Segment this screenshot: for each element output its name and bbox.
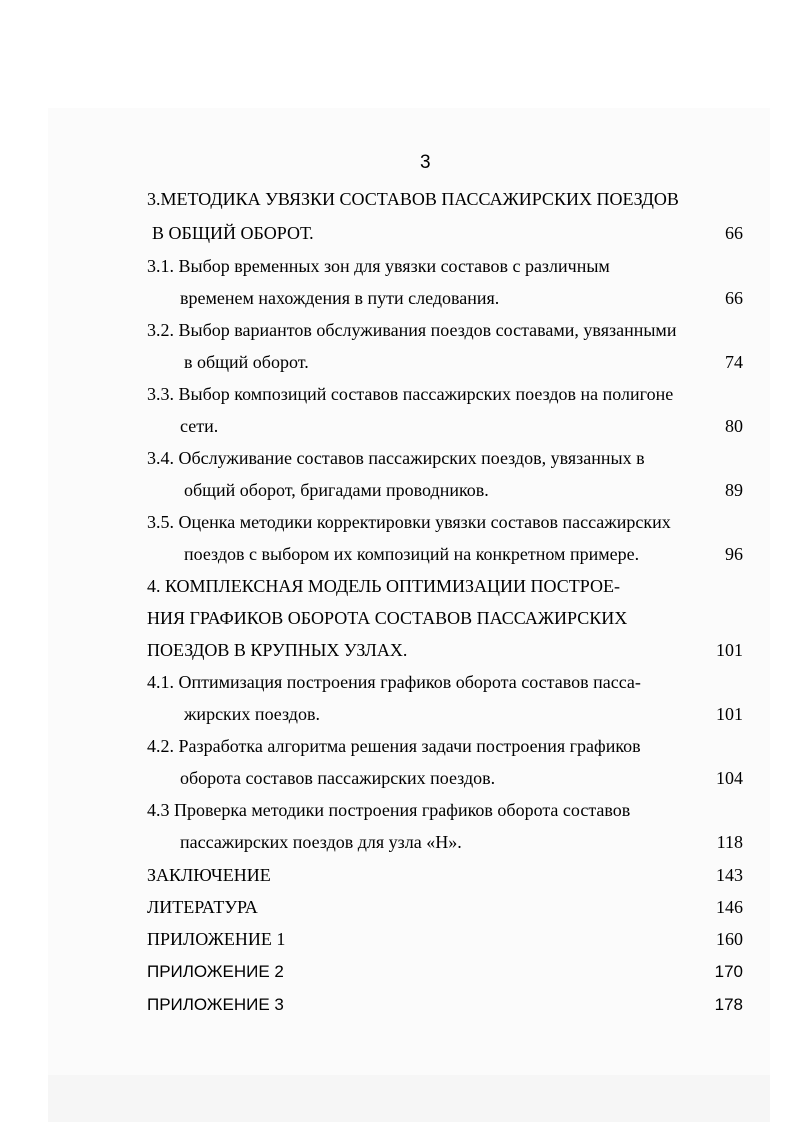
toc-appendix-2-page: 170 bbox=[714, 962, 743, 981]
toc-section-4-3-line-1: 4.3 Проверка методики построения графиков оборота составов bbox=[147, 800, 631, 820]
toc-appendix-1: ПРИЛОЖЕНИЕ 1 bbox=[147, 929, 286, 949]
toc-section-3-4-line-1: 3.4. Обслуживание составов пассажирских поездов, увязанных в bbox=[147, 448, 645, 468]
toc-section-3-2-line-2: в общий оборот. bbox=[184, 352, 309, 372]
toc-section-3-1-page: 66 bbox=[725, 288, 743, 308]
toc-appendix-2: ПРИЛОЖЕНИЕ 2 bbox=[147, 962, 284, 981]
toc-section-3-4-line-2: общий оборот, бригадами проводников. bbox=[184, 480, 489, 500]
toc-chapter-4-title-line-3: ПОЕЗДОВ В КРУПНЫХ УЗЛАХ. bbox=[147, 640, 408, 660]
toc-section-4-3-line-2: пассажирских поездов для узла «Н». bbox=[180, 832, 462, 852]
toc-literature-page: 146 bbox=[716, 897, 743, 917]
toc-section-3-5-line-1: 3.5. Оценка методики корректировки увязки составов пассажирских bbox=[147, 512, 671, 532]
page-number: 3 bbox=[420, 152, 431, 173]
toc-section-3-1-line-2: временем нахождения в пути следования. bbox=[180, 288, 500, 308]
toc-section-3-5-line-2: поездов с выбором их композиций на конкретном примере. bbox=[184, 544, 640, 564]
toc-section-4-1-line-2: жирских поездов. bbox=[184, 704, 320, 724]
toc-section-4-3-page: 118 bbox=[716, 832, 743, 852]
toc-chapter-3-title-line-2: В ОБЩИЙ ОБОРОТ. bbox=[152, 223, 314, 243]
toc-chapter-4-page: 101 bbox=[716, 640, 743, 660]
toc-appendix-3-page: 178 bbox=[714, 995, 743, 1014]
toc-section-3-2-line-1: 3.2. Выбор вариантов обслуживания поездов составами, увязанными bbox=[147, 320, 677, 340]
toc-section-4-1-line-1: 4.1. Оптимизация построения графиков оборота составов пасса- bbox=[147, 672, 641, 692]
toc-chapter-4-title-line-1: 4. КОМПЛЕКСНАЯ МОДЕЛЬ ОПТИМИЗАЦИИ ПОСТРОЕ- bbox=[147, 576, 620, 596]
page-bottom-shade bbox=[48, 1075, 770, 1122]
toc-chapter-3-page: 66 bbox=[725, 223, 743, 243]
toc-section-3-5-page: 96 bbox=[725, 544, 743, 564]
toc-section-3-3-line-1: 3.3. Выбор композиций составов пассажирских поездов на полигоне bbox=[147, 384, 674, 404]
toc-section-4-2-line-2: оборота составов пассажирских поездов. bbox=[180, 768, 496, 788]
toc-appendix-3: ПРИЛОЖЕНИЕ 3 bbox=[147, 995, 284, 1014]
toc-section-4-2-line-1: 4.2. Разработка алгоритма решения задачи построения графиков bbox=[147, 736, 641, 756]
toc-section-3-2-page: 74 bbox=[725, 352, 743, 372]
toc-section-3-1-line-1: 3.1. Выбор временных зон для увязки составов с различным bbox=[147, 256, 610, 276]
toc-section-4-1-page: 101 bbox=[716, 704, 743, 724]
toc-section-3-3-line-2: сети. bbox=[180, 416, 219, 436]
toc-conclusion: ЗАКЛЮЧЕНИЕ bbox=[147, 865, 271, 885]
toc-conclusion-page: 143 bbox=[716, 865, 743, 885]
toc-section-3-3-page: 80 bbox=[725, 416, 743, 436]
toc-chapter-4-title-line-2: НИЯ ГРАФИКОВ ОБОРОТА СОСТАВОВ ПАССАЖИРСКИХ bbox=[147, 608, 628, 628]
toc-chapter-3-title-line-1: 3.МЕТОДИКА УВЯЗКИ СОСТАВОВ ПАССАЖИРСКИХ ПОЕЗДОВ bbox=[147, 189, 679, 209]
toc-literature: ЛИТЕРАТУРА bbox=[147, 897, 258, 917]
toc-appendix-1-page: 160 bbox=[716, 929, 743, 949]
toc-section-3-4-page: 89 bbox=[725, 480, 743, 500]
toc-section-4-2-page: 104 bbox=[716, 768, 743, 788]
